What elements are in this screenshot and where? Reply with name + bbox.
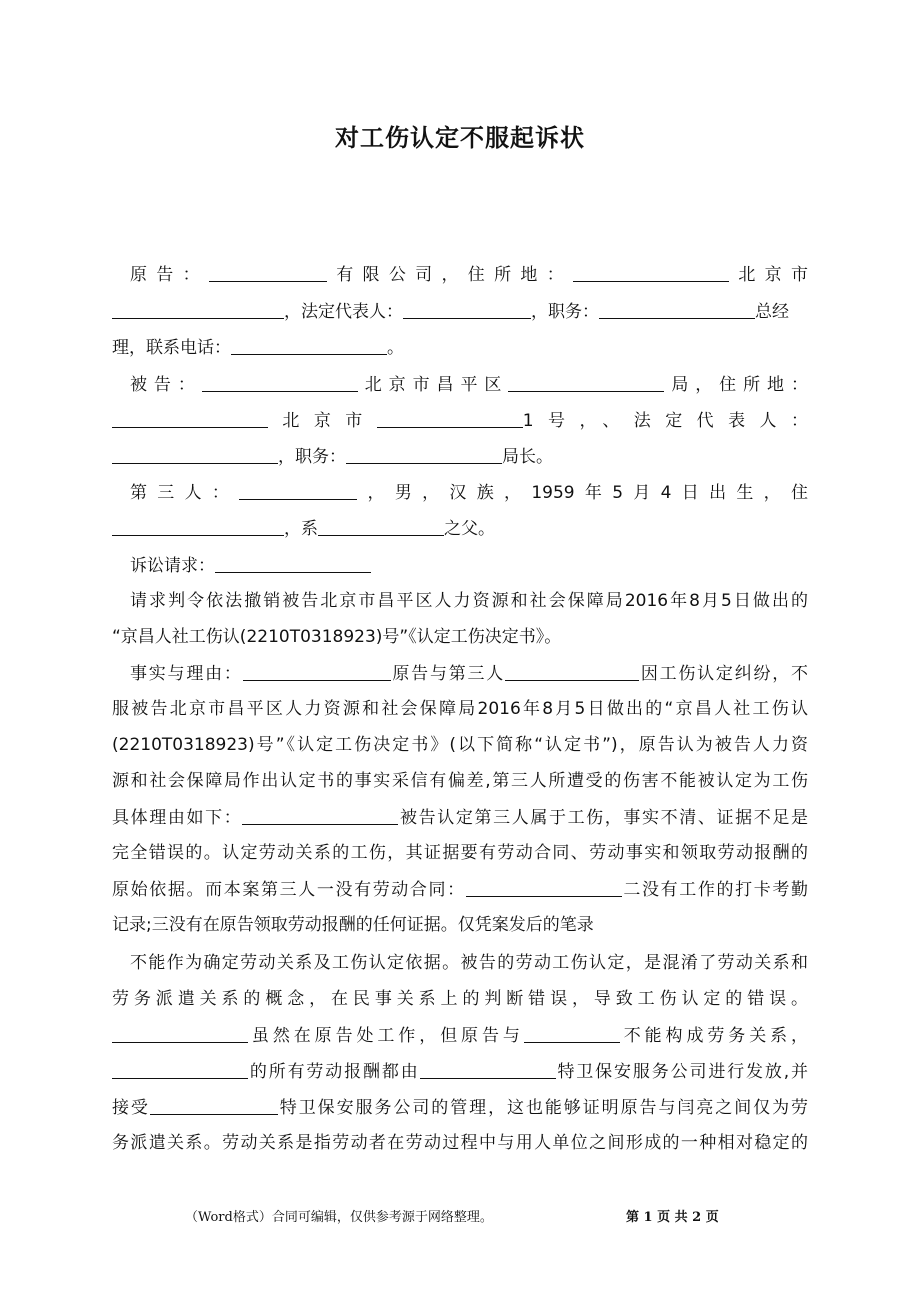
plaintiff-line-1: 原告： 有限公司，住所地： 北京市 xyxy=(130,265,808,285)
document-title: 对工伤认定不服起诉状 xyxy=(335,124,585,152)
footer-note: （Word格式）合同可编辑，仅供参考源于网络整理。 xyxy=(185,1210,493,1225)
analysis-line-4: 的所有劳动报酬都由 特卫保安服务公司进行发放,并 xyxy=(112,1060,808,1082)
defendant-line-1: 被告： 北京市昌平区 局，住所地： xyxy=(130,375,808,395)
analysis-line-1: 不能作为确定劳动关系及工伤认定依据。被告的劳动工伤认定，是混淆了劳动关系和 xyxy=(130,953,808,973)
facts-line-3: (2210T0318923)号”《认定工伤决定书》(以下简称“认定书”)，原告认为被告人力资 xyxy=(112,735,808,755)
claims-heading: 诉讼请求： xyxy=(130,554,826,576)
facts-line-6: 完全错误的。认定劳动关系的工伤，其证据要有劳动合同、劳动事实和领取劳动报酬的 xyxy=(112,843,808,863)
plaintiff-line-2: ，法定代表人： ，职务： 总经 xyxy=(112,300,808,322)
facts-line-4: 源和社会保障局作出认定书的事实采信有偏差,第三人所遭受的伤害不能被认定为工伤 xyxy=(112,771,808,791)
facts-line-7: 原始依据。而本案第三人一没有劳动合同： 二没有工作的打卡考勤 xyxy=(112,880,808,900)
defendant-line-2: 北京市 1号，、法定代表人： xyxy=(112,409,808,431)
facts-line-8: 记录;三没有在原告领取劳动报酬的任何证据。仅凭案发后的笔录 xyxy=(112,915,594,935)
defendant-line-3: ，职务： 局长。 xyxy=(112,445,808,467)
analysis-line-5: 接受 特卫保安服务公司的管理，这也能够证明原告与闫亮之间仅为劳 xyxy=(112,1098,808,1118)
third-party-line-2: ，系 之父。 xyxy=(112,517,808,539)
facts-line-5: 具体理由如下： 被告认定第三人属于工伤，事实不清、证据不足是 xyxy=(112,808,808,828)
claims-line-2: “京昌人社工伤认(2210T0318923)号”《认定工伤决定书》。 xyxy=(112,627,562,647)
facts-line-2: 服被告北京市昌平区人力资源和社会保障局2016年8月5日做出的“京昌人社工伤认 xyxy=(112,699,808,719)
page-number: 第 1 页 共 2 页 xyxy=(626,1210,719,1225)
analysis-line-3: 虽然在原告处工作，但原告与 不能构成劳务关系， xyxy=(112,1024,808,1046)
plaintiff-line-3: 理，联系电话： 。 xyxy=(112,338,404,358)
third-party-line-1: 第三人： ，男，汉族，1959年5月4日出生，住 xyxy=(130,483,808,503)
facts-line-1: 事实与理由： 原告与第三人 因工伤认定纠纷，不 xyxy=(130,664,808,684)
claims-line-1: 请求判令依法撤销被告北京市昌平区人力资源和社会保障局2016年8月5日做出的 xyxy=(130,591,808,611)
analysis-line-2: 劳务派遣关系的概念，在民事关系上的判断错误，导致工伤认定的错误。 xyxy=(112,989,808,1009)
analysis-line-6: 务派遣关系。劳动关系是指劳动者在劳动过程中与用人单位之间形成的一种相对稳定的 xyxy=(112,1133,808,1153)
